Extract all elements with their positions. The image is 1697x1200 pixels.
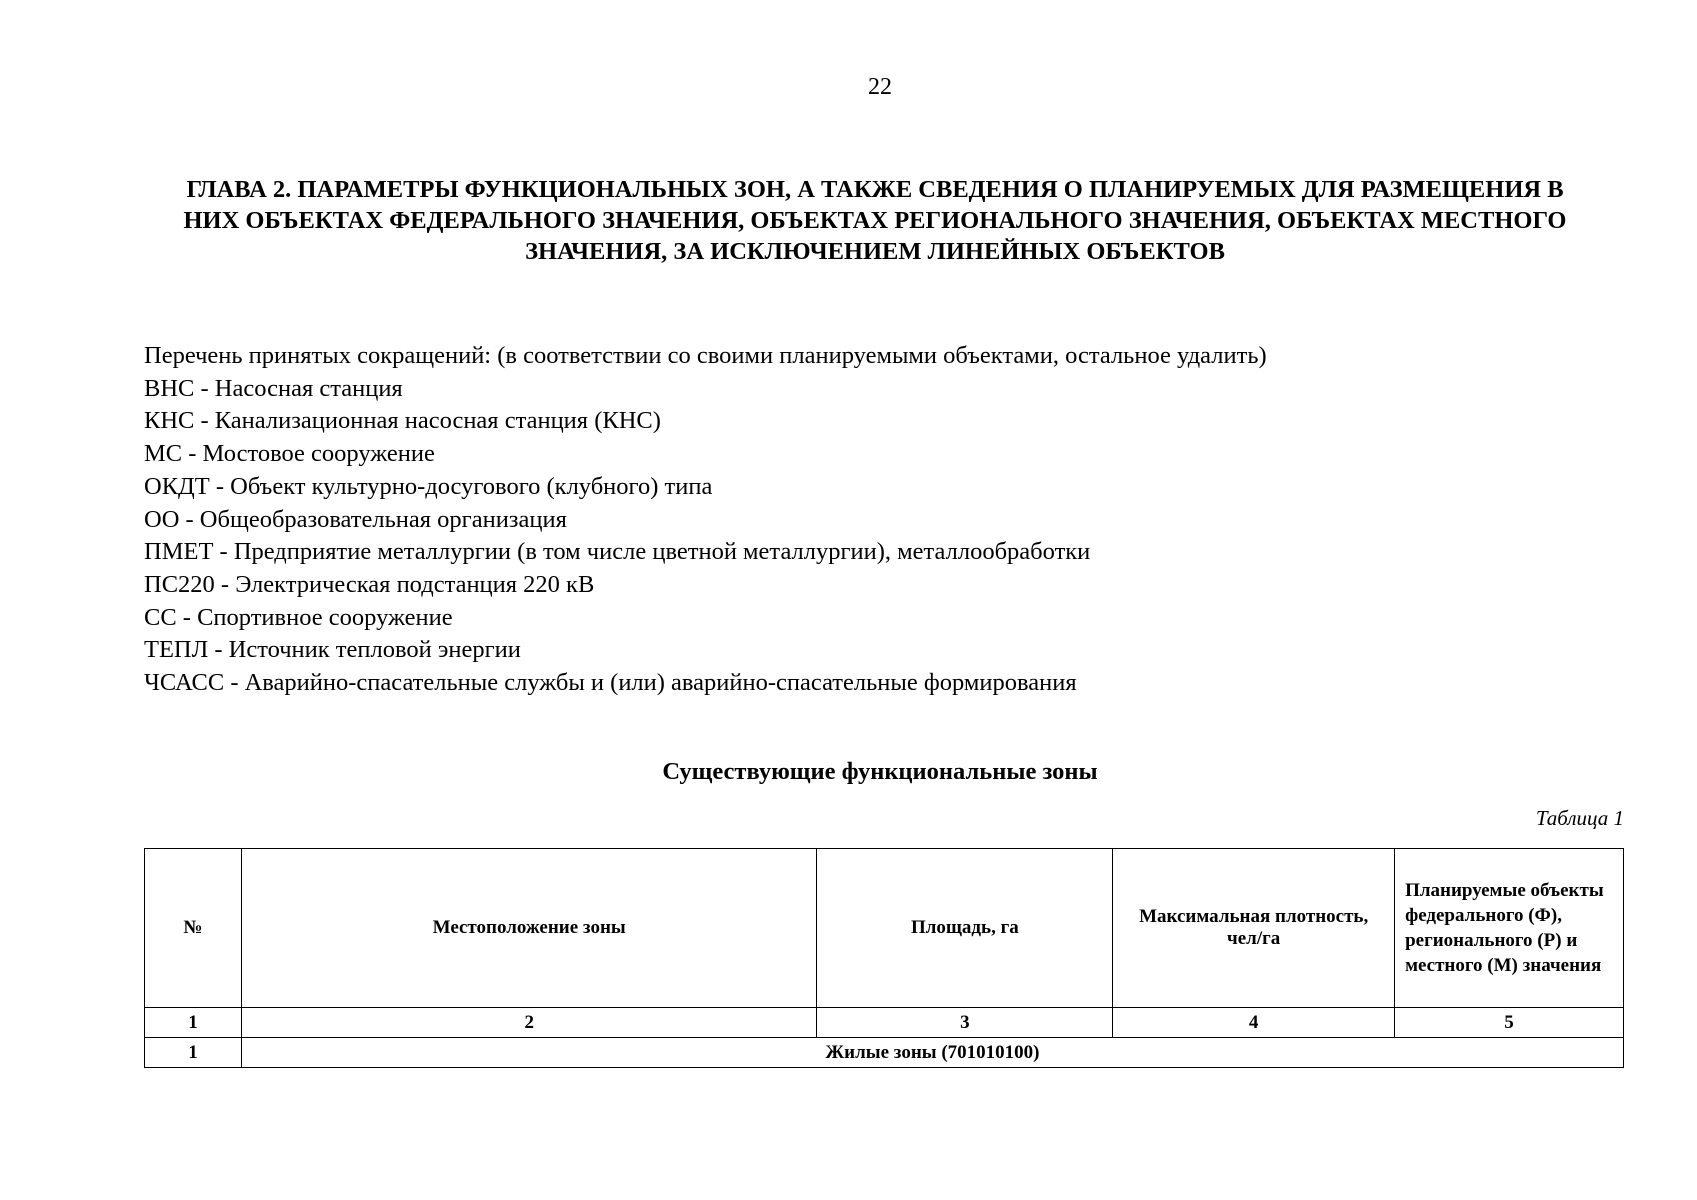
header-density: Максимальная плотность, чел/га xyxy=(1113,849,1395,1008)
abbreviations-list xyxy=(144,340,1644,700)
abbreviation-item: ПС220 - Электрическая подстанция 220 кВ xyxy=(144,570,595,598)
page-number: 22 xyxy=(868,74,892,100)
table-row xyxy=(145,1038,1624,1068)
header-area: Площадь, га xyxy=(817,849,1113,1008)
abbreviation-item: ПМЕТ - Предприятие металлургии (в том числе цветной металлургии), металлообработки xyxy=(144,538,1091,566)
zones-table xyxy=(144,848,1624,1068)
column-number: 5 xyxy=(1395,1008,1624,1038)
section-label: Жилые зоны (701010100) xyxy=(241,1038,1623,1068)
header-number: № xyxy=(145,849,242,1008)
column-number: 2 xyxy=(241,1008,817,1038)
header-planned-objects: Планируемые объекты федерального (Ф), регионального (Р) и местного (М) значения xyxy=(1395,849,1624,1008)
chapter-title: ГЛАВА 2. ПАРАМЕТРЫ ФУНКЦИОНАЛЬНЫХ ЗОН, А ТАКЖЕ СВЕДЕНИЯ О ПЛАНИРУЕМЫХ ДЛЯ РАЗМЕЩЕНИЯ В НИХ ОБЪЕКТАХ ФЕДЕРАЛЬНОГО ЗНАЧЕНИЯ, ОБЪЕКТАХ РЕГИОНАЛЬНОГО ЗНАЧЕНИЯ, ОБЪЕКТАХ МЕСТНОГО ЗНАЧЕНИЯ, ЗА ИСКЛЮЧЕНИЕМ ЛИНЕЙНЫХ ОБЪЕКТОВ xyxy=(183,176,1567,265)
table-caption: Таблица 1 xyxy=(1535,806,1624,830)
abbreviation-item: ОО - Общеобразовательная организация xyxy=(144,505,567,533)
abbreviations-intro: Перечень принятых сокращений: (в соответствии со своими планируемыми объектами, остальное удалить) xyxy=(144,342,1267,369)
column-number: 4 xyxy=(1113,1008,1395,1038)
abbreviation-item: СС - Спортивное сооружение xyxy=(144,603,453,631)
abbreviation-item: ЧСАСС - Аварийно-спасательные службы и (или) аварийно-спасательные формирования xyxy=(144,669,1077,697)
header-location: Местоположение зоны xyxy=(241,849,817,1008)
abbreviation-item: ТЕПЛ - Источник тепловой энергии xyxy=(144,636,521,664)
abbreviation-item: КНС - Канализационная насосная станция (КНС) xyxy=(144,407,661,435)
column-number: 3 xyxy=(817,1008,1113,1038)
abbreviation-item: МС - Мостовое сооружение xyxy=(144,440,435,468)
abbreviation-item: ВНС - Насосная станция xyxy=(144,374,403,402)
table-header-row xyxy=(145,849,1624,1008)
section-number: 1 xyxy=(145,1038,242,1068)
abbreviation-item: ОКДТ - Объект культурно-досугового (клубного) типа xyxy=(144,472,713,500)
column-numbers-row xyxy=(145,1008,1624,1038)
column-number: 1 xyxy=(145,1008,242,1038)
table-heading: Существующие функциональные зоны xyxy=(662,758,1098,785)
